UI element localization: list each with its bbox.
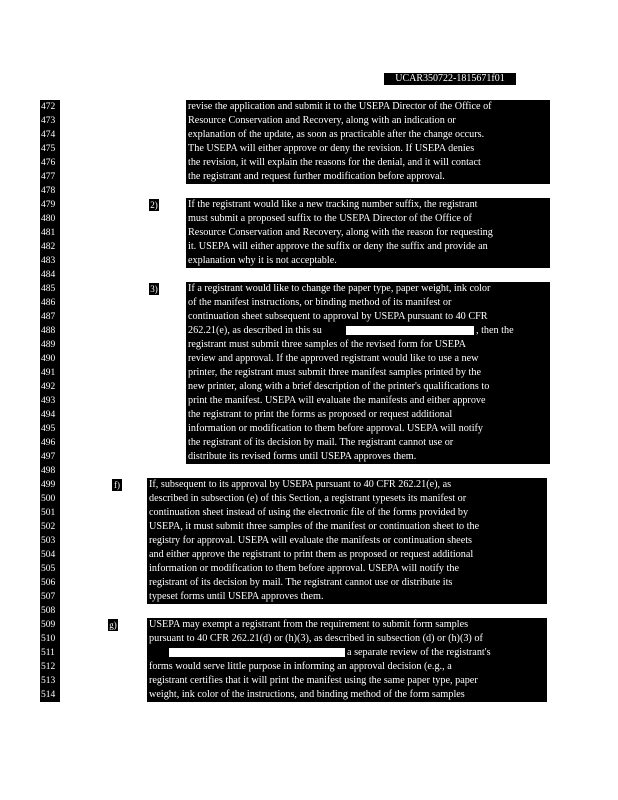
line-number: 507 [40, 590, 60, 604]
text-line: If, subsequent to its approval by USEPA pursuant to 40 CFR 262.21(e), as [149, 479, 452, 490]
paragraph-revision [186, 100, 550, 184]
line-number: 486 [40, 296, 60, 310]
line-number: 495 [40, 422, 60, 436]
line-number: 492 [40, 380, 60, 394]
line-number: 496 [40, 436, 60, 450]
line-number: 494 [40, 408, 60, 422]
text-line: Resource Conservation and Recovery, along with an indication or [188, 115, 456, 126]
list-marker: f) [114, 480, 120, 490]
text-line: distribute its revised forms until USEPA approves them. [188, 451, 417, 462]
text-line: USEPA may exempt a registrant from the requirement to submit form samples [149, 619, 469, 630]
text-line: forms would serve little purpose in informing an approval decision (e.g., a [149, 661, 452, 672]
line-number: 514 [40, 688, 60, 702]
text-line: the revision, it will explain the reasons for the denial, and it will contact [188, 157, 481, 168]
text-line: new printer, along with a brief description of the printer's qualifications to [188, 381, 490, 392]
text-line: and either approve the registrant to print them as proposed or request additional [149, 549, 474, 560]
line-number: 499 [40, 478, 60, 492]
text-line: the registrant and request further modification before approval. [188, 171, 445, 182]
line-number: 508 [40, 604, 60, 618]
redaction [346, 326, 474, 335]
line-number: 481 [40, 226, 60, 240]
line-number: 493 [40, 394, 60, 408]
line-number: 513 [40, 674, 60, 688]
text-line: information or modification to them before approval. USEPA will notify [188, 423, 484, 434]
text-line: print the manifest. USEPA will evaluate the manifests and either approve [188, 395, 486, 406]
line-number: 485 [40, 282, 60, 296]
line-number: 489 [40, 338, 60, 352]
text-line: Resource Conservation and Recovery, along with the reason for requesting [188, 227, 493, 238]
text-line: must submit a proposed suffix to the USEPA Director of the Office of [188, 213, 472, 224]
paragraph-exempt [147, 618, 547, 702]
text-line: explanation why it is not acceptable. [188, 255, 337, 266]
list-marker: g) [109, 620, 117, 630]
line-number: 509 [40, 618, 60, 632]
line-number: 482 [40, 240, 60, 254]
text-line: weight, ink color of the instructions, and binding method of the form samples [149, 689, 465, 700]
line-number: 483 [40, 254, 60, 268]
text-line: continuation sheet subsequent to approval by USEPA pursuant to 40 CFR [188, 311, 488, 322]
text-line: the registrant to print the forms as proposed or request additional [188, 409, 453, 420]
line-number: 490 [40, 352, 60, 366]
text-line: If a registrant would like to change the paper type, paper weight, ink color [188, 283, 491, 294]
line-number: 477 [40, 170, 60, 184]
text-line: If the registrant would like a new tracking number suffix, the registrant [188, 199, 478, 210]
line-number: 474 [40, 128, 60, 142]
text-line: the registrant of its decision by mail. The registrant cannot use or [188, 437, 454, 448]
text-line: printer, the registrant must submit three manifest samples printed by the [188, 367, 481, 378]
document-header-id: UCAR350722-1815671f01 [384, 73, 516, 85]
text-line: of the manifest instructions, or binding method of its manifest or [188, 297, 452, 308]
text-line: a separate review of the registrant's [347, 647, 491, 658]
text-line: revise the application and submit it to the USEPA Director of the Office of [188, 101, 492, 112]
line-number: 505 [40, 562, 60, 576]
text-line: , then the [476, 325, 514, 336]
text-line: registry for approval. USEPA will evaluate the manifests or continuation sheets [149, 535, 473, 546]
paragraph-typeset [147, 478, 547, 604]
line-number: 512 [40, 660, 60, 674]
line-number: 488 [40, 324, 60, 338]
text-line: typeset forms until USEPA approves them. [149, 591, 324, 602]
line-number: 479 [40, 198, 60, 212]
text-line: registrant must submit three samples of the revised form for USEPA [188, 339, 467, 350]
line-number: 511 [40, 646, 60, 660]
text-line: review and approval. If the approved registrant would like to use a new [188, 353, 479, 364]
text-line: it. USEPA will either approve the suffix or deny the suffix and provide an [188, 241, 488, 252]
text-line: registrant of its decision by mail. The registrant cannot use or distribute its [149, 577, 453, 588]
text-line: The USEPA will either approve or deny the revision. If USEPA denies [188, 143, 475, 154]
text-line: information or modification to them before approval. USEPA will notify the [149, 563, 460, 574]
text-line: 262.21(e), as described in this su [188, 325, 322, 336]
line-number: 510 [40, 632, 60, 646]
line-number: 476 [40, 156, 60, 170]
line-number: 478 [40, 184, 60, 198]
line-number: 473 [40, 114, 60, 128]
line-number: 472 [40, 100, 60, 114]
line-number: 484 [40, 268, 60, 282]
line-number: 504 [40, 548, 60, 562]
redaction [169, 648, 345, 657]
text-line: registrant certifies that it will print the manifest using the same paper type, paper [149, 675, 478, 686]
paragraph-paper-change [186, 282, 550, 464]
line-number: 503 [40, 534, 60, 548]
line-number: 506 [40, 576, 60, 590]
line-number: 487 [40, 310, 60, 324]
line-number: 491 [40, 366, 60, 380]
line-number: 475 [40, 142, 60, 156]
list-marker: 2) [150, 200, 158, 210]
line-number: 480 [40, 212, 60, 226]
paragraph-tracking-suffix [186, 198, 550, 268]
text-line: USEPA, it must submit three samples of the manifest or continuation sheet to the [149, 521, 480, 532]
text-line: described in subsection (e) of this Section, a registrant typesets its manifest or [149, 493, 467, 504]
text-line: continuation sheet instead of using the electronic file of the forms provided by [149, 507, 469, 518]
text-line: explanation of the update, as soon as practicable after the change occurs. [188, 129, 485, 140]
line-number: 502 [40, 520, 60, 534]
line-number: 500 [40, 492, 60, 506]
text-line: pursuant to 40 CFR 262.21(d) or (h)(3), as described in subsection (d) or (h)(3) of [149, 633, 483, 644]
line-number: 497 [40, 450, 60, 464]
list-marker: 3) [150, 284, 158, 294]
line-number: 498 [40, 464, 60, 478]
line-number: 501 [40, 506, 60, 520]
